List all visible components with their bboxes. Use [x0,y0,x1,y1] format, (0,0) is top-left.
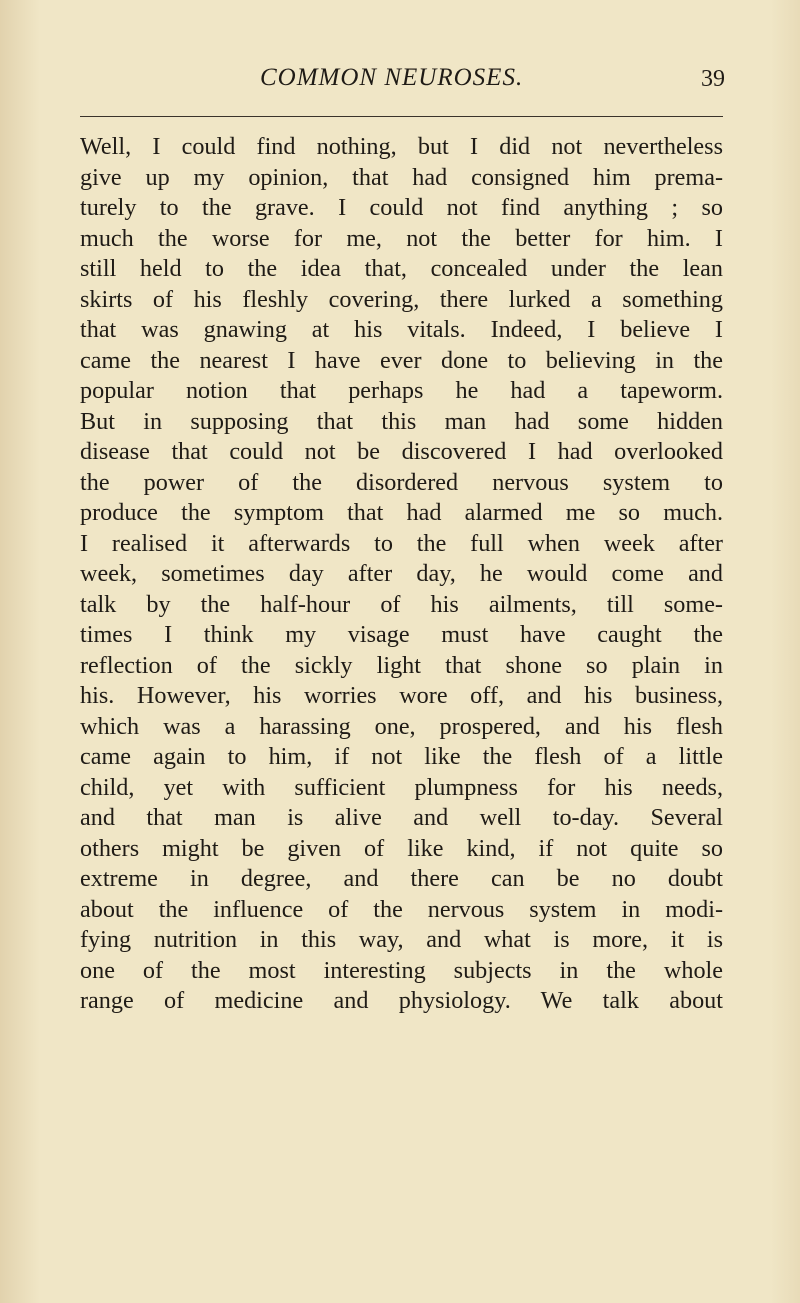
text-line: skirts of his fleshly covering, there lurked a something [80,285,723,313]
text-line: child, yet with sufficient plumpness for his needs, [80,773,723,801]
running-title: COMMON NEUROSES. [260,64,524,91]
text-line: extreme in degree, and there can be no doubt [80,865,723,892]
body-text [80,132,723,1017]
text-line: range of medicine and physiology. We talk about [80,987,723,1014]
text-line: week, sometimes day after day, he would come and [80,560,723,587]
running-head [80,58,725,98]
text-line: talk by the half-hour of his ailments, till some- [80,590,723,618]
text-line: produce the symptom that had alarmed me so much. [80,499,723,526]
text-line: popular notion that perhaps he had a tapeworm. [80,377,723,404]
text-line: times I think my visage must have caught the [80,621,723,648]
text-line: turely to the grave. I could not find anything ; so [80,194,723,221]
text-line: give up my opinion, that had consigned him prema- [80,163,723,191]
text-line: the power of the disordered nervous system to [80,468,723,496]
text-line: and that man is alive and well to-day. Several [80,804,723,831]
page-number: 39 [701,66,725,92]
text-line: reflection of the sickly light that shone so plain in [80,651,723,679]
text-line: I realised it afterwards to the full when week after [80,529,723,557]
text-line: Well, I could find nothing, but I did not nevertheless [80,133,723,160]
text-line: much the worse for me, not the better for him. I [80,224,723,252]
text-line: But in supposing that this man had some hidden [80,407,723,435]
text-line: still held to the idea that, concealed under the lean [80,255,723,282]
text-line: his. However, his worries wore off, and his business, [80,682,723,709]
text-line: disease that could not be discovered I had overlooked [80,438,723,465]
text-line: which was a harassing one, prospered, and his flesh [80,712,723,740]
text-line: came the nearest I have ever done to believing in the [80,346,723,374]
text-line: that was gnawing at his vitals. Indeed, I believe I [80,316,723,343]
text-line: about the influence of the nervous system in modi- [80,895,723,923]
text-line: others might be given of like kind, if not quite so [80,834,723,862]
text-line: one of the most interesting subjects in the whole [80,956,723,984]
text-line: came again to him, if not like the flesh of a little [80,743,723,770]
header-rule [80,116,723,117]
text-line: fying nutrition in this way, and what is more, it is [80,926,723,953]
